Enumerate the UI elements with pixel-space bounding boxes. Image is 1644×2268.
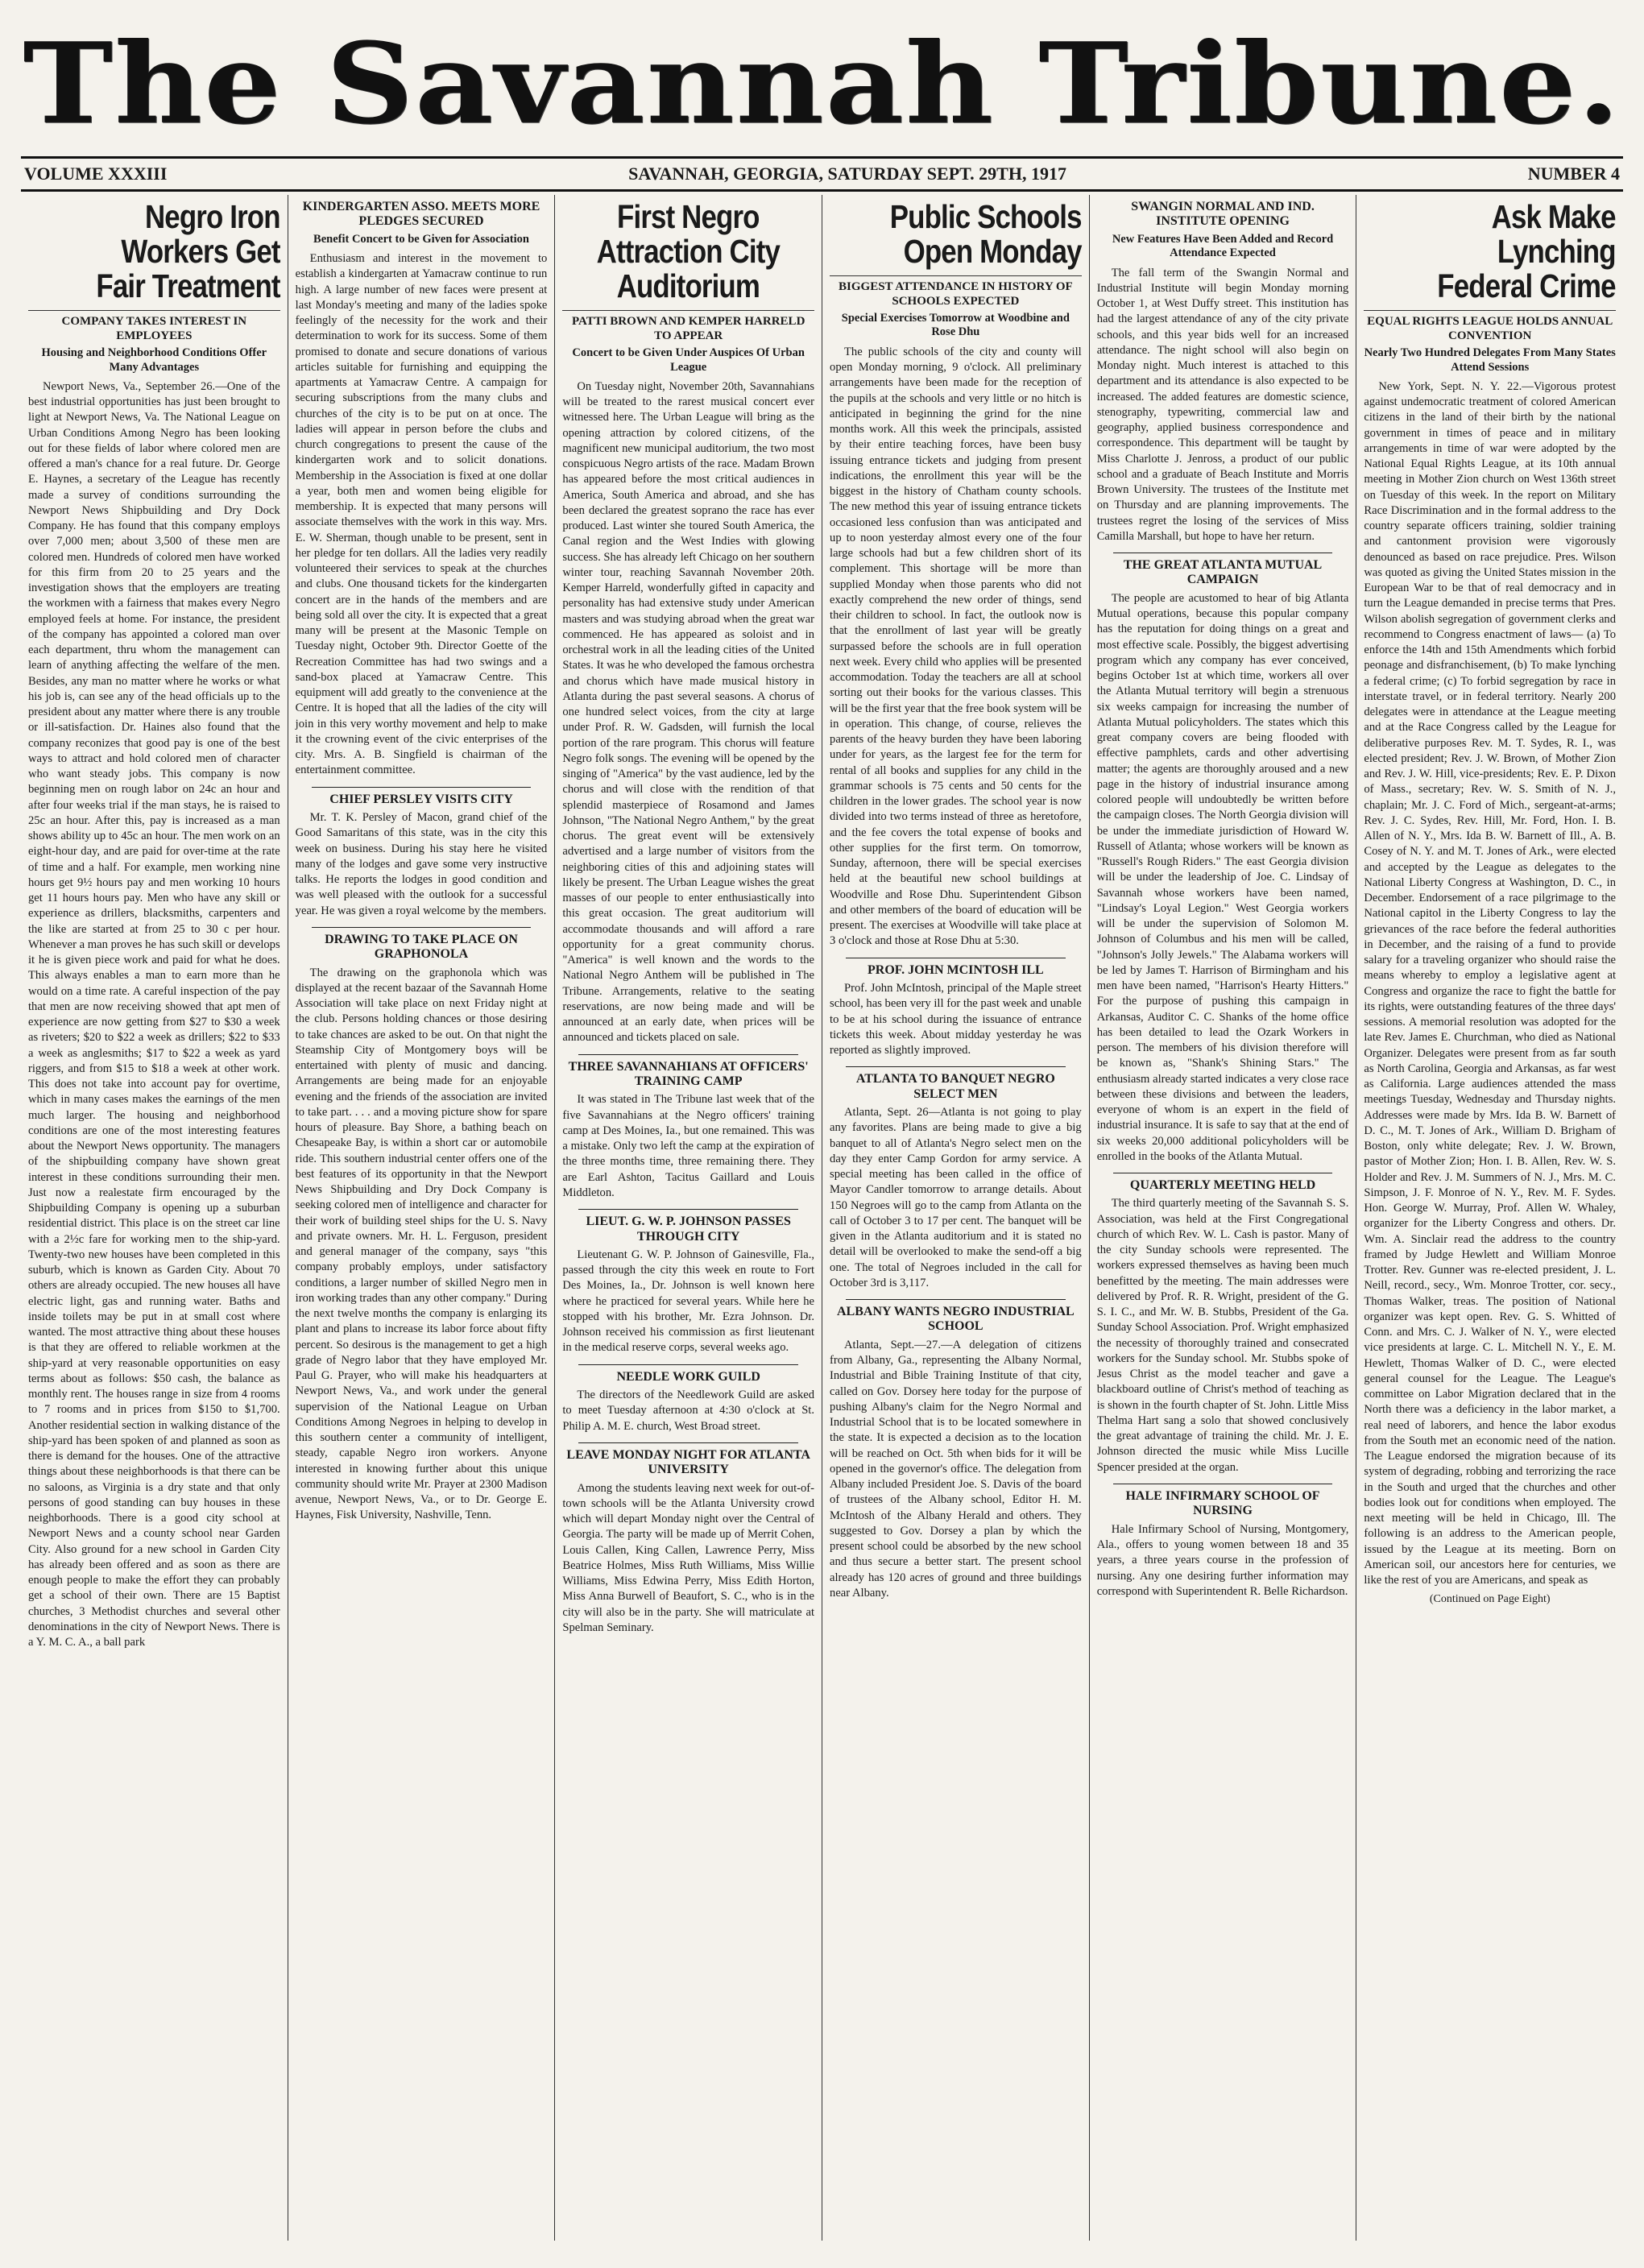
headline-albany-school: ALBANY WANTS NEGRO INDUSTRIAL SCHOOL [836, 1305, 1075, 1334]
headline-training-camp: THREE SAVANNAHIANS AT OFFICERS' TRAINING CAMP [568, 1059, 809, 1089]
headline-atlanta-university: LEAVE MONDAY NIGHT FOR ATLANTA UNIVERSITY [566, 1447, 810, 1477]
columns [21, 195, 1623, 2241]
article-body-kindergarten: Enthusiasm and interest in the movement to establish a kindergarten at Yamacraw continue to run high. A large number of new faces were present at last Monday's meeting and many of the ladies spoke feelingly of the necessity for the work and their determination to work for its success. Some of them promised to donate and secure donations of various articles suitable for furnishing and equipping the apartments at Yamacraw Centre. A campaign for securing subscriptions from the many clubs and churches of the city is to be put on at once. The ladies will appear in person before the clubs and church congregations to present the cause of the kindergarten work and to solicit donations. Membership in the Association is fixed at one dollar a year, both men and women being eligible for membership. It is expected that many persons will associate themselves with the work in this way. Mrs. E. W. Sherman, though unable to be present, sent in her pledge for ten dollars. All the ladies very readily volunteered their services to speak at the churches and clubs. One thousand tickets for the kindergarten concert are in the hands of the members and are being sold all over the city. It is expected that a great many will be present at the Masonic Temple on Tuesday night, October 9th. Director Goette of the Recreation Committee has had two swings and a sand-box placed at Yamacraw Centre. This equipment will add greatly to the convenience at the Centre. It is hoped that all the ladies of the city will join in this very worthy movement and help to make it the crowning event of the civic enterprises of the city. Mrs. A. B. Singfield is chairman of the entertainment committee. [295, 252, 548, 777]
subdeck-auditorium: Concert to be Given Under Auspices Of Urban League [572, 346, 805, 374]
article-body-training-camp: It was stated in The Tribune last week that of the five Savannahians at the Negro officers' training camp at Des Moines, Ia., but one remained. This was a mistake. Only two left the camp at the expiration of the three months time, three remaining there. They are Earl Ashton, Tacitus Gaillard and Louis Middleton. [562, 1093, 815, 1199]
article-body-atlanta-banquet: Atlanta, Sept. 26—Atlanta is not going to play any favorites. Plans are being made to give a big banquet to all of Atlanta's Negro select men on the day they enter Camp Gordon for army service. A special meeting has been called in the office of Mayor Candler tomorrow to arrange details. About 150 Negroes will go to the camp from Atlanta on the call of October 3 to 17 per cent. The banquet will be given in the Atlanta auditorium and it is stated no detail will be overlooked to make the send-off a big one. The total of Negroes included in the call for October 3rd is 3,117. [830, 1106, 1082, 1289]
column-2 [288, 195, 556, 2241]
divider [846, 1066, 1066, 1067]
headline-graphonola: DRAWING TO TAKE PLACE ON GRAPHONOLA [325, 932, 518, 962]
divider [578, 1364, 798, 1365]
divider [312, 787, 532, 788]
article-body-atlanta-mutual: The people are acustomed to hear of big Atlanta Mutual operations, because this popular company has the reputation for doing things on a great and most effective scale. Possibly, the biggest advertising program which any company has ever conceived, begins October 1st at which time, workers all over the Atlanta Mutual territory will begin a strenuous six weeks campaign for increasing the number of Atlanta Mutual policyholders. The states which this great company covers are being flooded with effective pamphlets, cards and other advertising matter; the agents are thoroughly aroused and a new page in the history of industrial insurance among colored people will undoubtedly be written before the campaign closes. The North Georgia division will be under the immediate jurisdiction of Howard W. Russell of Atlanta; whose workers will be known as "Russell's Rough Riders." The east Georgia division will be under the leadership of Joe. C. Lindsay of Savannah whose workers have been named, "Lindsay's Loyal Legion." West Georgia workers will be under the supervision of Solomon M. Johnson of Columbus and his men will be called, "Johnson's Jolly Jewels." The Alabama workers will be led by James T. Harrison of Birmingham and his men have been named, "Harrison's Hearty Hitters." For the purpose of pushing this campaign in Arkansas, Auditor C. C. Shanks of the home office has been detailed to lead the Ozark Workers in person. The members of his division therefore will be known as, "Shank's Shining Stars." The enthusiasm already started indicates a very close race between these divisions and between the leaders, everyone of whom is an expert in the field of industrial insurance. It is safe to say that at the end of six weeks 20,000 additional policyholders will be enrolled in the books of the Atlanta Mutual. [1096, 591, 1349, 1163]
volume-label: VOLUME XXXIII [24, 163, 168, 184]
article-body-hale-infirmary: Hale Infirmary School of Nursing, Montgomery, Ala., offers to young women between 18 and 35 years, a three years course in the profession of nursing. Any one desiring further information may correspond with Superintendent R. Belle Richardson. [1096, 1522, 1349, 1598]
article-body-lynching: New York, Sept. N. Y. 22.—Vigorous protest against undemocratic treatment of colored American citizens in the land of their birth by the national government in times of peace and in military arrangements in time of war were adopted by the National Equal Rights League, at its 10th annual meeting in Mother Zion church on West 136th street on Tuesday of this week. In the report on Military Race Discrimination and in the formal address to the country separate officers training, soldier training and cantonment provision were vigorously denounced as based on race prejudice. Pres. Wilson was quoted as giving the United States mission in the European War to be that of real democracy and in turn the League demanded in precise terms that Pres. Wilson abolish segregation of government clerks and recommend to Congress enactment of laws— (a) To enforce the 14th and 15th Amendments which forbid peonage and disfranchisement, (b) To make lynching a federal crime; (c) To forbid segregation by race in interstate travel, or in federal territory. Nearly 200 delegates were in attendance at the League meeting and at the Race Congress called by the League for deliberative purposes Rev. M. T. Sydes, R. I., was elected president; Rev. J. W. Brown, of Mother Zion and Rev. J. W. Hill, vice-presidents; Rev. E. P. Dixon of Mass., secretary; Rev. W. S. Smith of N. J., chaplain; Mr. J. C. Ford of Mich., sergeant-at-arms; Rev. J. C. Sydes, Rev. Hill, Mr. Ford, Hon. I. B. Allen of N. Y., Mrs. Ida B. W. Barnett of Ill., A. B. Cosey of N. Y. and M. T. Jones of Ark., were elected and accepted by the League as delegates to the National Liberty Congress at Washington, D. C., in December. Endorsement of a race pilgrimage to the National capitol in the Liberty Congress to lay the grievances of the race before the federal authorities in December, and the raising of a fund to provide salary for a traveling organizer who should raise the means whereby to employ a legislative agent at Congress and organize the race to fight the battle for its rights, were outstanding features of the three days' sessions. A memorial resolution was adopted for the late Rev. James E. Churchman, who died as National Organizer. Delegates were present from as far south as North Carolina, Georgia and Arkansas, as far west as California. Large audiences attended the mass meetings Tuesday, Wednesday and Thursday nights. Addresses were made by Mrs. Ida B. W. Barnett of D. C., M. T. Jones of Ark., William D. Brigham of Boston, only white delegate; Rev. J. W. Brown, pastor of Mother Zion; Hon. I. B. Allen, Rev. W. S. Holder and Rev. J. M. Summers of N. J., Mrs. M. C. Simpson, J. F. Monroe of N. Y., Rev. M. F. Sydes. Hon. George W. Murray, Prof. Allen W. Whaley, organizer for the Liberty Congress and others. Dr. Wm. A. Sinclair read the address to the country framed by Judge Hewlett and William Monroe Trotter. Rev. Gunner was re-elected president, J. L. Neill, record., secy., Wm. Monroe Trotter, cor. secy., Thomas Walker, treas. The position of National organizer was kept open. Rev. G. S. Whitted of Conn. and Mrs. C. J. Walker of N. Y., were elected vice presidents at large. C. L. Mitchell N. Y., E. M. Hewlett, Thomas Walker of D. C., were elected general counsel for the League. The League's committee on Labor Migration declared that in the North there was a deficiency in the labor market, a real need of laborers, and hence the labor exodus from the South met an economic need of the nation. The League endorsed the migration because of its system of degrading, robbing and terrorizing the race in the South and urged that the churches and other bodies look out for conditions when employed. The next meeting will be held in Chicago, Ill. The following is an address to the American people, issued by the League at its meeting. Born on American soil, our ancestors here for centuries, we like the rest of you are Americans, and speak as [1364, 379, 1617, 1587]
deck-lynching: EQUAL RIGHTS LEAGUE HOLDS ANNUAL CONVENTION [1364, 310, 1616, 343]
divider [312, 927, 532, 928]
dateline-bar [21, 159, 1623, 192]
deck-auditorium: PATTI BROWN AND KEMPER HARRELD TO APPEAR [562, 310, 814, 343]
place-date: SAVANNAH, GEORGIA, SATURDAY SEPT. 29TH, 1917 [628, 163, 1066, 184]
subdeck-iron-workers: Housing and Neighborhood Conditions Offer Many Advantages [41, 346, 267, 374]
headline-hale-infirmary: HALE INFIRMARY SCHOOL OF NURSING [1125, 1488, 1320, 1518]
article-body-public-schools: The public schools of the city and county will open Monday morning, 9 o'clock. All preliminary arrangements have been made for the reception of the pupils at the schools and very little or no hitch is anticipated in beginning the grind for the nine months work. All this week the principals, assisted by their entire teaching forces, have been busy issuing entrance tickets and judging from present indications, the enrollment this year will be the biggest in the history of Chatham county schools. The new method this year of issuing entrance tickets occasioned less confusion than was anticipated and up to noon yesterday almost every one of the four large schools had but a few children short of its complement. This shortage will be more than supplied Monday when those parents who did not exactly comprehend the new order of things, send their children to school. In fact, the outlook now is that the enrollment of last year will be greatly surpassed before the schools are in full operation next week. Every child who applies will be presented accommodation. Today the teachers are all at school sorting out their books for the various classes. This will be the first year that the free book system will be in operation. This change, of course, relieves the parents of the heavy burden they have been laboring under for years, as the largest fee for the term for rental of all books and supplies for any child in the grammar schools is 75 cents and 50 cents for the children in the lower grades. The school year is now divided into two terms instead of three as heretofore, and the fee covers the total expense of books and other supplies for the first term. On tomorrow, Sunday, afternoon, there will be special exercises held at the beautiful new school buildings at Woodville and Rose Dhu. Superintendent Gibson and other members of the board of education will be present. The exercises at Woodville will take place at 3 o'clock and those at Rose Dhu at 5:30. [830, 345, 1082, 948]
headline-lynching: Ask Make Lynching Federal Crime [1437, 198, 1617, 305]
headline-iron-workers: Negro Iron Workers Get Fair Treatment [96, 198, 280, 305]
headline-atlanta-mutual: THE GREAT ATLANTA MUTUAL CAMPAIGN [1123, 558, 1323, 587]
headline-lieut-johnson: LIEUT. G. W. P. JOHNSON PASSES THROUGH CITY [586, 1215, 791, 1244]
divider [846, 1299, 1066, 1300]
divider [578, 1054, 798, 1055]
issue-number: NUMBER 4 [1527, 163, 1620, 184]
column-6 [1356, 195, 1623, 2241]
masthead [21, 11, 1623, 159]
article-body-iron-workers: Newport News, Va., September 26.—One of the best industrial opportunities has just been brought to light at Newport News, Va. The National League on Urban Conditions Among Negro has been looking out for these fields of labor where colored men are offered a man's chance for a real future. Dr. George E. Haynes, a secretary of the League has recently made a survey of conditions surrounding the Newport News Shipbuilding and Dry Dock Company. He has found that this company employs over 7,000 men; about 3,500 of these men are colored men. Hundreds of colored men have worked for this firm from 20 to 25 years and the investigation shows that the employers are treating the workmen with a fairness that makes every Negro employed feels at home. For instance, the president of the company has appointed a colored man over each department, thru whom the management can learn of anything affecting the welfare of the men. Besides, any man no matter where he works or what his job is, can see any of the head officials up to the president about any matter where there is any trouble or ill-satisfaction. Dr. Haines also found that the company reconizes that good pay is one of the best ways to attract and hold colored men of character who want steady jobs. This company is now beginning men on rough labor on 24c an hour and after four weeks trial if the man stays, he is raised to 25c an hour. After this, pay is increased as a man shows ability up to 45c an hour. The men work on an eight-hour day, and are paid for over-time at the rate of time and a half. For example, men working nine hours get 9½ hours pay and men working 10 hours get 11 hours hours pay. Men who have any skill or experience as drillers, blacksmiths, carpenters and the like are started at from 25 to 30 c per hour. Whenever a man proves he has such skill or develops it he is given piece work and paid for what he does. This always enables a man to earn more than he would on a time rate. A careful inspection of the pay that men are now receiving showed that apt men of experience are now getting from $27 to $30 a week as riveters; $20 to $22 a week as drillers; $22 to $33 a week as anglesmiths; $17 to $22 a week as yard riggers, and from $15 to $18 a week at other work. This does not take into account pay for overtime, which in many cases makes the earnings of the men much larger. The housing and neighborhood conditions are one of the most interesting features about the Newport News opportunity. The managers of the shipbuilding company have shown great interest in these conditions surrounding their men. Just now a realestate firm encouraged by the Shipbuilding Company is opening up a suburban residential district. This place is on the street car line with a 2½c fare for working men to the ship-yard. Twenty-two new houses have been completed in this suburb, which is known as Garden City. About 70 others are already occupied. The new houses all have electric light, gas and running water. Baths and inside toilets may be put in at small cost where wanted. The most attractive thing about these houses is that they are offered to reliable workmen at the ship-yard at very reasonable opportunities on easy terms about as follows: $50 cash, the balance as monthly rent. The houses range in size from 4 rooms to 7 rooms and in prices from $150 to $1,700. Another residential section in walking distance of the ship-yard has been spoken of and planned as soon as there is demand for the houses. One of the attractive things about these neighborhoods is that there can be no saloons, as Virginia is a dry state and that only persons of good standing can buy houses in these neighborhoods. There is a good city school at Newport News and a county school near Garden City. Also ground for a new school in Garden City has already been offered and as soon as there are enough people to make the effort they can probably get a school of their own. There are 15 Baptist churches, 3 Methodist churches and several other denominations in the city of Newport News. There is a Y. M. C. A., a ball park [28, 379, 280, 1649]
subdeck-public-schools: Special Exercises Tomorrow at Woodbine and Rose Dhu [841, 312, 1070, 339]
headline-public-schools: Public Schools Open Monday [889, 198, 1082, 271]
subdeck-kindergarten: Benefit Concert to be Given for Association [313, 232, 529, 246]
headline-chief-persley: CHIEF PERSLEY VISITS CITY [329, 792, 513, 806]
column-5 [1090, 195, 1357, 2241]
article-body-albany-school: Atlanta, Sept.—27.—A delegation of citizens from Albany, Ga., representing the Albany Normal, Industrial and Bible Training Institute of that city, called on Gov. Dorsey here today for the purpose of pushing Albany's claim for the Negro Normal and Industrial School that is to be located somewhere in the state. It is expected a decision as to the location will be reached on Oct. 5th when bids for it will be opened in the governor's office. The delegation from Albany included President Joe. S. Davis of the board of trustees of the Albany school, Editor H. M. McIntosh of the Albany Herald and others. They suggested to Gov. Dorsey a plan by which the present school could be absorbed by the new school and thus secure a better start. The present school already has 120 acres of ground and three buildings near Albany. [830, 1338, 1082, 1600]
article-body-swangin: The fall term of the Swangin Normal and Industrial Institute will begin Monday morning October 1, at West Duffy street. This institution has had the largest attendance of any of the city private schools, and this year bids well for an increased attendance. The night school will also begin on Monday night. Much interest is attached to this department and its attendance is also expected to be increased. The added features are domestic science, stenography, typewriting, commercial law and geography, applied business correspondence and correspondence. This department will be taught by Miss Charlotte J. Jenross, a product of our public school and a graduate of Beach Institute and Morris Brown University. The trustees of the Institute met on Thursday and are planning improvements. The trustees regret the losing of the services of Miss Camilla Marshall, but hope to have her return. [1096, 266, 1349, 543]
headline-kindergarten: KINDERGARTEN ASSO. MEETS MORE PLEDGES SECURED [302, 200, 540, 229]
column-4 [822, 195, 1090, 2241]
article-body-lieut-johnson: Lieutenant G. W. P. Johnson of Gainesville, Fla., passed through the city this week en route to Fort Des Moines, Ia., Dr. Johnson is well known here where he practiced for several years. While here he stopped with his brother, Mr. Ezra Johnson. Dr. Johnson received his commission as first lieutenant in the medical reserve corps, several weeks ago. [562, 1248, 815, 1355]
article-body-auditorium: On Tuesday night, November 20th, Savannahians will be treated to the rarest musical concert ever witnessed here. The Urban League will bring as the opening attraction by colored citizens, of the magnificent new municipal auditorium, the two most conspicuous Negro artists of the race. Madam Brown has appeared before the most critical audiences in America, South America and abroad, and she has been declared the greatest soprano the race has ever produced. Last winter she toured South America, the Canal region and the West Indies with glowing success. She has already left Chicago on her southern winter tour, reaching Savannah November 20th. Kemper Harreld, wonderfully gifted in capacity and personality has had extensive study under American masters and was studying abroad when the great war commenced. He has appeared as soloist and in orchestral work in all the leading cities of the United States. It was he who developed the famous orchestra and chorus which have made musical history in Atlanta during the past several seasons. A chorus of one hundred select voices, from the city at large under Prof. R. W. Gadsden, will furnish the local portion of the rare program. This chorus will feature Negro folk songs. The evening will be opened by the singing of "America" by the vast audience, led by the chorus and will close with the rendition of that splendid masterpiece of Rosamond and James Johnson, "The National Negro Anthem," by the great chorus. The great event will be extensively advertised and a large number of visitors from the neighboring cities of this and adjoining states will likely be present. The Urban League wishes the great masses of our people to enter enthusiastically into this great occasion. The great auditorium will accommodate thousands and will afford a rare opportunity for a great community chorus. "America" is well known and the words to the National Negro Anthem will be published in The Tribune. Arrangements, relative to the seating reservations, are now being made and will be announced at an early date, when prices will be announced and tickets placed on sale. [562, 379, 815, 1045]
continued-notice: (Continued on Page Eight) [1429, 1593, 1551, 1606]
divider [578, 1442, 798, 1443]
deck-iron-workers: COMPANY TAKES INTEREST IN EMPLOYEES [28, 310, 280, 343]
masthead-title: The Savannah Tribune. [23, 19, 1621, 149]
article-body-quarterly-meeting: The third quarterly meeting of the Savannah S. S. Association, was held at the First Congregational church of which Rev. W. L. Cash is pastor. Many of the city Sunday schools were represented. The workers expressed themselves as having been much benefitted by the meeting. The main addresses were delivered by Prof. R. R. Wright, president of the G. S. I. C., and Mr. W. B. Stubbs, President of the Ga. Sunday School Association. Prof. Wright emphasized the necessity of thoroughly trained and consecrated workers for the Sunday school. Mr. Stubbs spoke of Jesus Christ as the model teacher and gave a blackboard outline of Christ's method of teaching as is shown in the fourth chapter of St. John. Little Miss Thelma Hart sang a solo that showed conclusively the great advantage of training the child. Mr. J. E. Johnson directed the music while Miss Lucille Spencer presided at the organ. [1096, 1197, 1349, 1474]
subdeck-lynching: Nearly Two Hundred Delegates From Many States Attend Sessions [1364, 346, 1616, 374]
article-body-mcintosh: Prof. John McIntosh, principal of the Maple street school, has been very ill for the past week and unable to be at his school during the issuance of entrance tickets this week. About midday yesterday he was reported as slightly improved. [830, 982, 1082, 1057]
headline-swangin: SWANGIN NORMAL AND IND. INSTITUTE OPENING [1131, 200, 1315, 229]
column-1 [21, 195, 288, 2241]
article-body-chief-persley: Mr. T. K. Persley of Macon, grand chief of the Good Samaritans of this state, was in the city this week on business. During his stay here he visited many of the lodges and gave some very instructive talks. He reports the lodges in good condition and was well pleased with the outlook for a successful year. He was given a royal welcome by the members. [295, 811, 548, 917]
headline-needle-work: NEEDLE WORK GUILD [616, 1369, 760, 1384]
headline-quarterly-meeting: QUARTERLY MEETING HELD [1129, 1178, 1316, 1193]
headline-atlanta-banquet: ATLANTA TO BANQUET NEGRO SELECT MEN [855, 1072, 1055, 1101]
headline-mcintosh: PROF. JOHN MCINTOSH ILL [868, 962, 1044, 977]
divider [578, 1209, 798, 1210]
article-body-atlanta-university: Among the students leaving next week for out-of-town schools will be the Atlanta University crowd which will depart Monday night over the Central of Georgia. The party will be made up of Merrit Cohen, Louis Callen, King Callen, Lawrence Perry, Miss Beatrice Holmes, Miss Ruth Williams, Miss Willie Williams, Miss Edwina Perry, Miss Edith Horton, Miss Anna Burwell of Beaufort, S. C., who is in the city will also be in the party. She will matriculate at Spelman Seminary. [562, 1481, 815, 1634]
column-3 [555, 195, 822, 2241]
article-body-needle-work: The directors of the Needlework Guild are asked to meet Tuesday afternoon at 4:30 o'clock at St. Philip A. M. E. church, West Broad street. [562, 1389, 815, 1433]
article-body-graphonola: The drawing on the graphonola which was displayed at the recent bazaar of the Savannah Home Association will take place on next Friday night at the club. Persons holding chances or those desiring to take chances are asked to be out. On that night the Steamship City of Montgomery boys will be entertained with plenty of music and dancing. Arrangements are being made for an enjoyable evening and the friends of the association are invited to take part. . . . and a moving picture show for spare hours of pleasure. Bay Shore, a bathing beach on Chesapeake Bay, is within a short car or automobile ride. This southern industrial center offers one of the best features of its opportunity in that the Newport News Shipbuilding and Dry Dock Company is seeking colored men of intelligence and character for their work of building steel ships for the U. S. Navy and private owners. Mr. H. L. Ferguson, president and general manager of the company, says "this company probably employs, under satisfactory conditions, a larger number of skilled Negro men in iron working trades than any other company." During the next twelve months the company is enlarging its plant and plans to increase its labor force about fifty percent. So desirous is the management to get a high grade of Negro labor that they have employed Mr. Paul G. Prayer, who will make his headquarters at Newport News, Va., and work under the general supervision of the National League on Urban Conditions Among Negroes in helping to develop in this southern center a community of intelligent, steady, capable Negro iron workers. Anyone interested in knowing further about this unique community should write Mr. Prayer at 2300 Madison avenue, Newport News, Va., or to Dr. George E. Haynes, Fisk University, Nashville, Tenn. [295, 966, 548, 1522]
subdeck-swangin: New Features Have Been Added and Record Attendance Expected [1112, 232, 1334, 260]
deck-public-schools: BIGGEST ATTENDANCE IN HISTORY OF SCHOOLS EXPECTED [830, 275, 1082, 308]
headline-auditorium: First Negro Attraction City Auditorium [596, 198, 781, 305]
